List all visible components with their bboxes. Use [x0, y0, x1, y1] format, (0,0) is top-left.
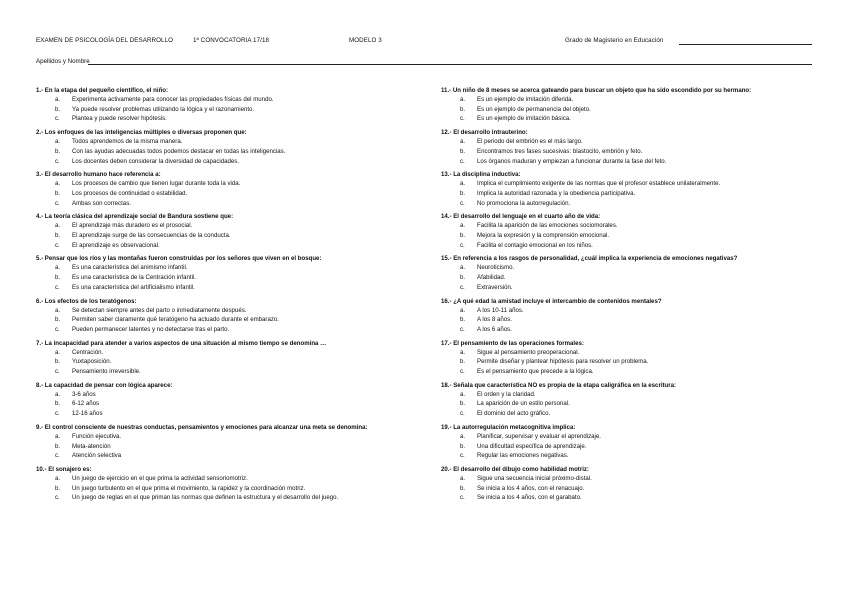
option-letter: a.	[55, 432, 61, 440]
option-letter: a.	[460, 96, 466, 103]
option-letter: c.	[460, 157, 465, 165]
option-text: Permite diseñar y plantear hipótesis para resolver un problema.	[477, 358, 649, 366]
option-letter: a.	[460, 432, 466, 440]
question	[36, 465, 434, 503]
convocatoria: 1ª CONVOCATORIA 17/18	[193, 37, 270, 44]
option-text: Facilita el contagio emocional en los niños.	[477, 241, 593, 249]
option-text: Neuroticismo.	[477, 264, 515, 272]
question-stem: 10.- El sonajero es:	[36, 465, 92, 473]
option-text: Es un ejemplo de imitación diferida.	[477, 96, 574, 103]
question-stem: 14.- El desarrollo del lenguaje en el cuarto año de vida:	[441, 213, 601, 221]
answer-option[interactable]	[441, 283, 821, 293]
question-stem: 6.- Los efectos de los teratógenos:	[36, 297, 137, 305]
option-letter: a.	[460, 474, 466, 482]
question-stem: 8.- La capacidad de pensar con lógica aparece:	[36, 381, 173, 389]
question-stem: 16.- ¿A qué edad la amistad incluye el intercambio de contenidos mentales?	[441, 297, 662, 305]
option-letter: c.	[55, 452, 60, 460]
option-text: Mejora la expresión y la comprensión emocional.	[477, 232, 610, 240]
option-letter: b.	[55, 189, 61, 197]
exam-title: EXAMEN DE PSICOLOGÍA DEL DESARROLLO	[36, 37, 174, 44]
question	[441, 128, 821, 166]
option-text: 12-16 años	[72, 410, 103, 418]
option-text: Los procesos de continuidad o estabilidad.	[72, 189, 188, 197]
question-stem: 4.- La teoría clásica del aprendizaje social de Bandura sostiene que:	[36, 213, 234, 221]
option-text: Es una característica del animismo infantil.	[72, 264, 188, 272]
option-text: Es un ejemplo de permanencia del objeto.	[477, 105, 591, 113]
option-text: Pensamiento irreversible.	[72, 368, 141, 376]
option-text: Facilita la aparición de las emociones sociomorales.	[477, 222, 618, 230]
answer-option[interactable]	[36, 199, 434, 209]
question-stem: 12.- El desarrollo intrauterino:	[441, 129, 528, 137]
answer-option[interactable]	[441, 199, 821, 209]
option-letter: c.	[55, 283, 60, 291]
option-letter: b.	[460, 316, 466, 324]
option-text: Sigue al pensamiento preoperacional.	[477, 348, 580, 356]
answer-option[interactable]	[36, 231, 434, 241]
answer-option[interactable]	[36, 451, 434, 461]
option-text: Planificar, supervisar y evaluar el aprendizaje.	[477, 432, 601, 440]
option-letter: c.	[460, 410, 465, 418]
answer-option[interactable]	[36, 283, 434, 293]
option-text: A los 6 años.	[477, 325, 512, 333]
option-text: Implica el cumplimiento exigente de las normas que el profesor establece unilateralmente.	[477, 180, 721, 188]
option-letter: a.	[460, 264, 466, 272]
option-text: Yuxtaposición.	[72, 358, 112, 366]
option-letter: c.	[55, 325, 60, 333]
answer-option[interactable]	[36, 409, 434, 419]
option-letter: c.	[460, 241, 465, 249]
answer-option[interactable]	[441, 325, 821, 335]
answer-option[interactable]	[36, 114, 434, 124]
answer-option[interactable]	[441, 231, 821, 241]
option-letter: b.	[460, 274, 466, 282]
answer-option[interactable]	[441, 241, 821, 251]
question-stem: 2.- Los enfoques de las inteligencias múltiples o diversas proponen que:	[36, 129, 247, 137]
answer-option[interactable]	[36, 241, 434, 251]
option-text: Es un ejemplo de imitación básica.	[477, 115, 571, 123]
option-letter: a.	[460, 180, 466, 188]
option-letter: b.	[55, 147, 61, 155]
answer-option[interactable]	[36, 357, 434, 367]
question-stem: 9.- El control consciente de nuestras conductas, pensamientos y emociones para alcanzar una meta se denomina:	[36, 423, 368, 431]
option-letter: a.	[55, 222, 61, 230]
answer-option[interactable]	[36, 315, 434, 325]
answer-option[interactable]	[36, 484, 434, 494]
option-text: Centración.	[72, 348, 104, 356]
option-text: Meta-atención	[72, 442, 111, 450]
answer-option[interactable]	[36, 493, 434, 503]
option-letter: b.	[460, 189, 466, 197]
name-input-line[interactable]	[88, 64, 812, 65]
option-text: Atención selectiva	[72, 452, 122, 460]
option-letter: a.	[460, 138, 466, 146]
answer-option[interactable]	[441, 367, 821, 377]
option-letter: c.	[55, 494, 60, 502]
answer-option[interactable]	[36, 137, 434, 147]
answer-option[interactable]	[441, 189, 821, 199]
option-text: El periodo del embrión es el más largo.	[477, 138, 583, 146]
option-text: Afabilidad.	[477, 274, 506, 282]
answer-option[interactable]	[441, 432, 821, 442]
question	[36, 339, 434, 377]
question-stem: 19.- La autorregulación metacognitiva implica:	[441, 423, 576, 431]
option-letter: b.	[460, 232, 466, 240]
answer-option[interactable]	[441, 474, 821, 484]
option-letter: a.	[55, 180, 61, 188]
option-text: El aprendizaje más duradero es el prosocial.	[72, 222, 193, 230]
answer-option[interactable]	[441, 390, 821, 400]
answer-option[interactable]	[36, 306, 434, 316]
question	[36, 381, 434, 419]
question-stem: 7.- La incapacidad para atender a varios aspectos de una situación al mismo tiempo se denomina …	[36, 339, 327, 347]
answer-option[interactable]	[36, 105, 434, 115]
option-letter: a.	[460, 222, 466, 230]
answer-option[interactable]	[441, 221, 821, 231]
question	[36, 86, 434, 124]
question	[441, 297, 821, 335]
option-letter: c.	[460, 368, 465, 376]
option-text: 6-12 años	[72, 400, 100, 408]
answer-option[interactable]	[441, 484, 821, 494]
option-text: La aparición de un estilo personal.	[477, 400, 570, 408]
answer-option[interactable]	[36, 432, 434, 442]
option-text: Es una característica del artificialismo infantil.	[72, 283, 195, 291]
answer-option[interactable]	[36, 221, 434, 231]
answer-option[interactable]	[441, 263, 821, 273]
option-letter: b.	[460, 400, 466, 408]
question-stem: 13.- La disciplina inductiva:	[441, 171, 521, 179]
option-text: Un juego turbulento en el que prima el movimiento, la rapidez y la coordinación motriz.	[72, 484, 306, 492]
option-letter: b.	[55, 274, 61, 282]
option-letter: a.	[55, 138, 61, 146]
question-stem: 3.- El desarrollo humano hace referencia a:	[36, 171, 161, 179]
option-letter: c.	[55, 115, 60, 123]
option-letter: b.	[460, 147, 466, 155]
option-letter: c.	[460, 199, 465, 207]
option-letter: a.	[55, 390, 61, 398]
question	[36, 423, 434, 461]
answer-option[interactable]	[36, 348, 434, 358]
option-text: Extraversión.	[477, 283, 513, 291]
option-text: Los órganos maduran y empiezan a funcionar durante la fase del feto.	[477, 157, 667, 165]
question	[441, 465, 821, 503]
option-letter: b.	[55, 316, 61, 324]
option-text: Función ejecutiva.	[72, 432, 122, 440]
question	[441, 254, 821, 292]
question	[36, 254, 434, 292]
option-text: Un juego de reglas en el que priman las normas que definen la estructura y el desarrollo del juego.	[72, 494, 339, 502]
right-question-column	[441, 86, 821, 507]
answer-option[interactable]	[36, 325, 434, 335]
option-text: El aprendizaje es observacional.	[72, 241, 160, 249]
answer-option[interactable]	[36, 189, 434, 199]
option-text: 3-6 años	[72, 390, 96, 398]
question	[36, 128, 434, 166]
answer-option[interactable]	[441, 137, 821, 147]
question-stem: 1.- En la etapa del pequeño científico, el niño:	[36, 87, 169, 94]
option-letter: a.	[55, 348, 61, 356]
left-question-column	[36, 86, 434, 507]
question	[441, 170, 821, 208]
option-letter: c.	[55, 157, 60, 165]
option-letter: b.	[460, 442, 466, 450]
option-text: Con las ayudas adecuadas todos podemos destacar en todas las inteligencias.	[72, 147, 286, 155]
option-letter: a.	[460, 306, 466, 314]
question	[441, 381, 821, 419]
answer-option[interactable]	[441, 357, 821, 367]
option-text: El dominio del acto gráfico.	[477, 410, 551, 418]
option-text: El aprendizaje surge de las consecuencias de la conducta.	[72, 232, 231, 240]
question	[36, 170, 434, 208]
option-letter: c.	[55, 241, 60, 249]
option-letter: b.	[55, 105, 61, 113]
option-letter: a.	[460, 348, 466, 356]
grado-label: Grado de Magisterio en Educación	[565, 37, 664, 44]
option-text: El orden y la claridad.	[477, 390, 536, 398]
option-text: Se inicia a los 4 años, con el garabato.	[477, 494, 582, 502]
question-stem: 20.- El desarrollo del dibujo como habilidad motriz:	[441, 465, 589, 473]
question-stem: 11.- Un niño de 8 meses se acerca gateando para buscar un objeto que ha sido escondido por su hermano:	[441, 87, 752, 94]
option-letter: a.	[55, 306, 61, 314]
option-letter: b.	[55, 400, 61, 408]
option-letter: c.	[460, 325, 465, 333]
question-stem: 5.- Pensar que los ríos y las montañas fueron construidas por los señores que viven en el bosque:	[36, 255, 322, 263]
option-text: Los procesos de cambio que tienen lugar durante toda la vida.	[72, 180, 241, 188]
option-text: Los docentes deben considerar la diversidad de capacidades.	[72, 157, 240, 165]
answer-option[interactable]	[441, 399, 821, 409]
option-text: Ambas son correctas.	[72, 199, 131, 207]
answer-option[interactable]	[441, 179, 821, 189]
answer-option[interactable]	[441, 315, 821, 325]
answer-option[interactable]	[441, 105, 821, 115]
option-letter: b.	[55, 442, 61, 450]
answer-option[interactable]	[36, 367, 434, 377]
question-stem: 15.- En referencia a los rasgos de personalidad, ¿cuál implica la experiencia de emociones negativas?	[441, 255, 738, 263]
answer-option[interactable]	[36, 179, 434, 189]
option-text: No promociona la autorregulación.	[477, 199, 571, 207]
question	[441, 339, 821, 377]
option-letter: c.	[55, 368, 60, 376]
answer-option[interactable]	[441, 273, 821, 283]
answer-option[interactable]	[36, 273, 434, 283]
option-text: Se inicia a los 4 años, con el renacuajo.	[477, 484, 585, 492]
option-letter: b.	[460, 358, 466, 366]
option-text: Se detectan siempre antes del parto o inmediatamente después.	[72, 306, 247, 314]
option-letter: b.	[55, 484, 61, 492]
answer-option[interactable]	[441, 114, 821, 124]
answer-option[interactable]	[36, 474, 434, 484]
option-text: Una dificultad específica de aprendizaje.	[477, 442, 587, 450]
answer-option[interactable]	[441, 348, 821, 358]
answer-option[interactable]	[36, 157, 434, 167]
option-letter: c.	[55, 410, 60, 418]
modelo: MODELO 3	[349, 37, 382, 44]
option-text: A los 8 años.	[477, 316, 512, 324]
option-text: Es una característica de la Centración infantil.	[72, 274, 196, 282]
question	[441, 86, 821, 124]
answer-option[interactable]	[36, 399, 434, 409]
question	[441, 212, 821, 250]
option-letter: a.	[460, 390, 466, 398]
question-stem: 18.- Señala que característica NO es propia de la etapa caligráfica en la escritura:	[441, 381, 677, 389]
answer-option[interactable]	[36, 263, 434, 273]
option-letter: b.	[460, 105, 466, 113]
option-letter: a.	[55, 96, 61, 103]
question	[36, 297, 434, 335]
question	[36, 212, 434, 250]
option-letter: c.	[460, 452, 465, 460]
answer-option[interactable]	[441, 493, 821, 503]
answer-option[interactable]	[441, 147, 821, 157]
option-letter: a.	[55, 264, 61, 272]
option-letter: b.	[55, 358, 61, 366]
option-text: Plantea y puede resolver hipótesis.	[72, 115, 167, 123]
option-letter: b.	[55, 232, 61, 240]
option-text: Es el pensamiento que precede a la lógica.	[477, 368, 594, 376]
option-text: Un juego de ejercicio en el que prima la actividad sensoriomotriz.	[72, 474, 248, 482]
option-letter: c.	[460, 115, 465, 123]
question	[441, 423, 821, 461]
option-text: Todos aprendemos de la misma manera.	[72, 138, 183, 146]
option-text: Ya puede resolver problemas utilizando la lógica y el razonamiento.	[72, 105, 255, 113]
apellidos-label: Apellidos y Nombre	[36, 58, 90, 65]
answer-option[interactable]	[441, 95, 821, 105]
option-text: Encontramos tres fases sucesivas: blastocito, embrión y feto.	[477, 147, 643, 155]
answer-option[interactable]	[36, 390, 434, 400]
option-text: Implica la autoridad razonada y la obediencia participativa.	[477, 189, 636, 197]
option-text: Regular las emociones negativas.	[477, 452, 569, 460]
answer-option[interactable]	[36, 95, 434, 105]
answer-option[interactable]	[441, 157, 821, 167]
grado-input-line[interactable]	[679, 44, 812, 45]
option-letter: c.	[55, 199, 60, 207]
option-text: Experimenta activamente para conocer las propiedades físicas del mundo.	[72, 96, 274, 103]
option-letter: a.	[55, 474, 61, 482]
answer-option[interactable]	[36, 442, 434, 452]
option-text: Sigue una secuencia inicial próximo-distal.	[477, 474, 592, 482]
answer-option[interactable]	[36, 147, 434, 157]
option-letter: b.	[460, 484, 466, 492]
option-letter: c.	[460, 494, 465, 502]
option-text: Permiten saber claramente qué teratógeno ha actuado durante el embarazo.	[72, 316, 279, 324]
option-text: A los 10-11 años.	[477, 306, 524, 314]
answer-option[interactable]	[441, 409, 821, 419]
answer-option[interactable]	[441, 306, 821, 316]
answer-option[interactable]	[441, 451, 821, 461]
option-letter: c.	[460, 283, 465, 291]
question-stem: 17.- El pensamiento de las operaciones formales:	[441, 339, 584, 347]
answer-option[interactable]	[441, 442, 821, 452]
option-text: Pueden permanecer latentes y no detectarse tras el parto.	[72, 325, 230, 333]
